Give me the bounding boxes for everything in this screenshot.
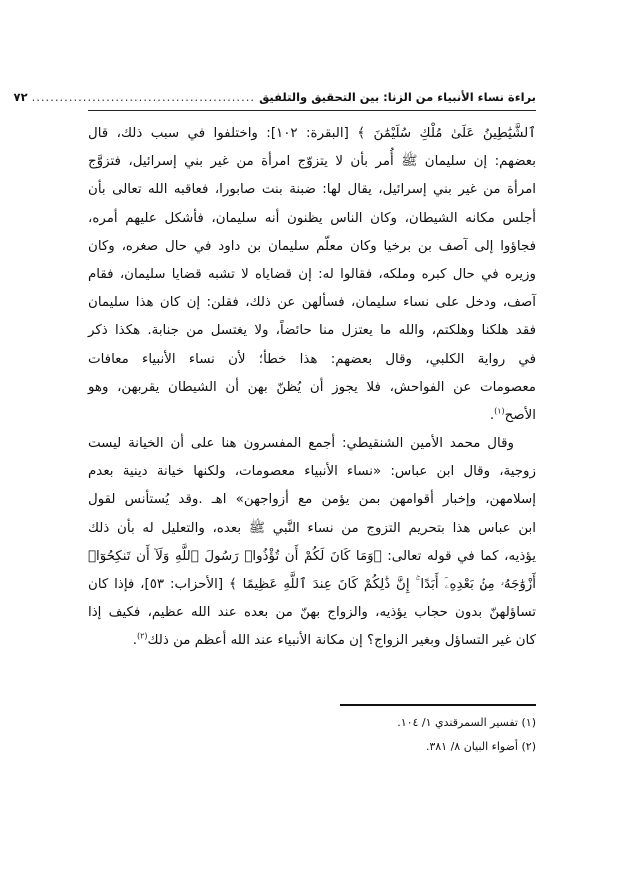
footnote-ref-2: (٢) [136,631,148,641]
text-fragment: الأصح [504,407,536,423]
text-line [88,627,536,655]
running-header [13,88,536,106]
footnote-separator [340,704,536,706]
text-line: إسلامهن، وإخبار أقوامهن بمن يؤمن مع أزواجهن» اهـ .وقد يُستأنس لقول [88,492,536,508]
text-line [88,402,536,430]
text-line: ٱلشَّيَٰطِينُ عَلَىٰ مُلْكِ سُلَيْمَٰنَ ﴾ [البقرة: ١٠٢]: واختلفوا في سبب ذلك، قال [88,126,537,141]
footnote: (١) تفسير السمرقندي ١/ ١٠٤. [397,716,536,729]
footnote-ref-1: (١) [494,406,505,416]
end-punctuation: . [489,407,495,423]
header-rule [88,110,536,111]
text-line: بعضهم: إن سليمان ﷺ أُمر بأن لا يتزوّج امرأة من غير بني إسرائيل، فتزوَّج [88,154,536,170]
footnote: (٢) أضواء البيان ٨/ ٣٨١. [425,740,536,753]
text-line: فقد هلكنا وهلكتم، والله ما يعتزل منا حائضاً، ولا يغتسل من جنابة. هكذا ذكر [88,323,536,339]
text-line: معصومات عن الفواحش، فلا يجوز أن يُظنّ بهن أن الشيطان يقربهن، وهو [88,379,536,395]
running-title: براءة نساء الأنبياء من الزنا: بين التحقيق والتلفيق [259,90,536,104]
text-line: أجلس مكانه الشيطان، وكان الناس يظنون أنه سليمان، فأشكل عليهم أمره، [88,210,536,226]
text-line: آصف، ودخل على نساء سليمان، فسألهن عن ذلك، فقلن: إن كان هذا سليمان [88,295,536,311]
text-line: ابن عباس هذا بتحريم التزوج من نساء النَّبي ﷺ بعده، والتعليل له بأن ذلك [88,520,536,536]
text-line: وزيره في حال كبره وملكه، فقالوا له: إن قضاياه لا تشبه قضايا سليمان، فقام [88,266,536,282]
text-fragment: كان غير التساؤل وبغير الزواج؟ إن مكانة الأنبياء عند الله أعظم من ذلك [147,633,536,649]
text-line: فجاؤوا إلى آصف بن برخيا وكان معلّم سليمان بن داود في حال صغره، وكان [88,238,536,254]
end-punctuation: . [132,633,137,649]
footnotes [88,711,536,759]
text-line: وقال محمد الأمين الشنقيطي: أجمع المفسرون هنا على أن الخيانة ليست [88,436,514,452]
text-line: يؤذيه، كما في قوله تعالى: ﴿وَمَا كَانَ لَكُمْ أَن تُؤْذُوا۟ رَسُولَ ٱللَّهِ وَلَآ أَن تَنكِحُوٓا۟ [88,548,536,564]
main-text [88,120,536,656]
text-line: تساؤلهنّ بدون حجاب يؤذيه، والزواج بهنّ من بعده عند الله عظيم، فكيف إذا [88,605,536,621]
text-line: زوجية، وقال ابن عباس: «نساء الأنبياء معصومات، ولكنها خيانة دينية بعدم [88,464,536,480]
text-line: امرأة من غير بني إسرائيل، يقال لها: ضبنة بنت صابورا، فعاقبه الله تعالى بأن [88,182,536,198]
header-dots: ................................................ [31,90,256,104]
text-line: في رواية الكلبي، وقال بعضهم: هذا خطأ؛ لأن نساء الأنبياء معافات [88,351,536,367]
text-line: أَزْوَٰجَهُۥ مِنۢ بَعْدِهِۦٓ أَبَدًا ۚ إِنَّ ذَٰلِكُمْ كَانَ عِندَ ٱللَّهِ عَظِيمًا ﴾ [الأحزاب: ٥٣]، فإذا كان [88,577,536,592]
page-number: ٧٢ [13,90,28,104]
